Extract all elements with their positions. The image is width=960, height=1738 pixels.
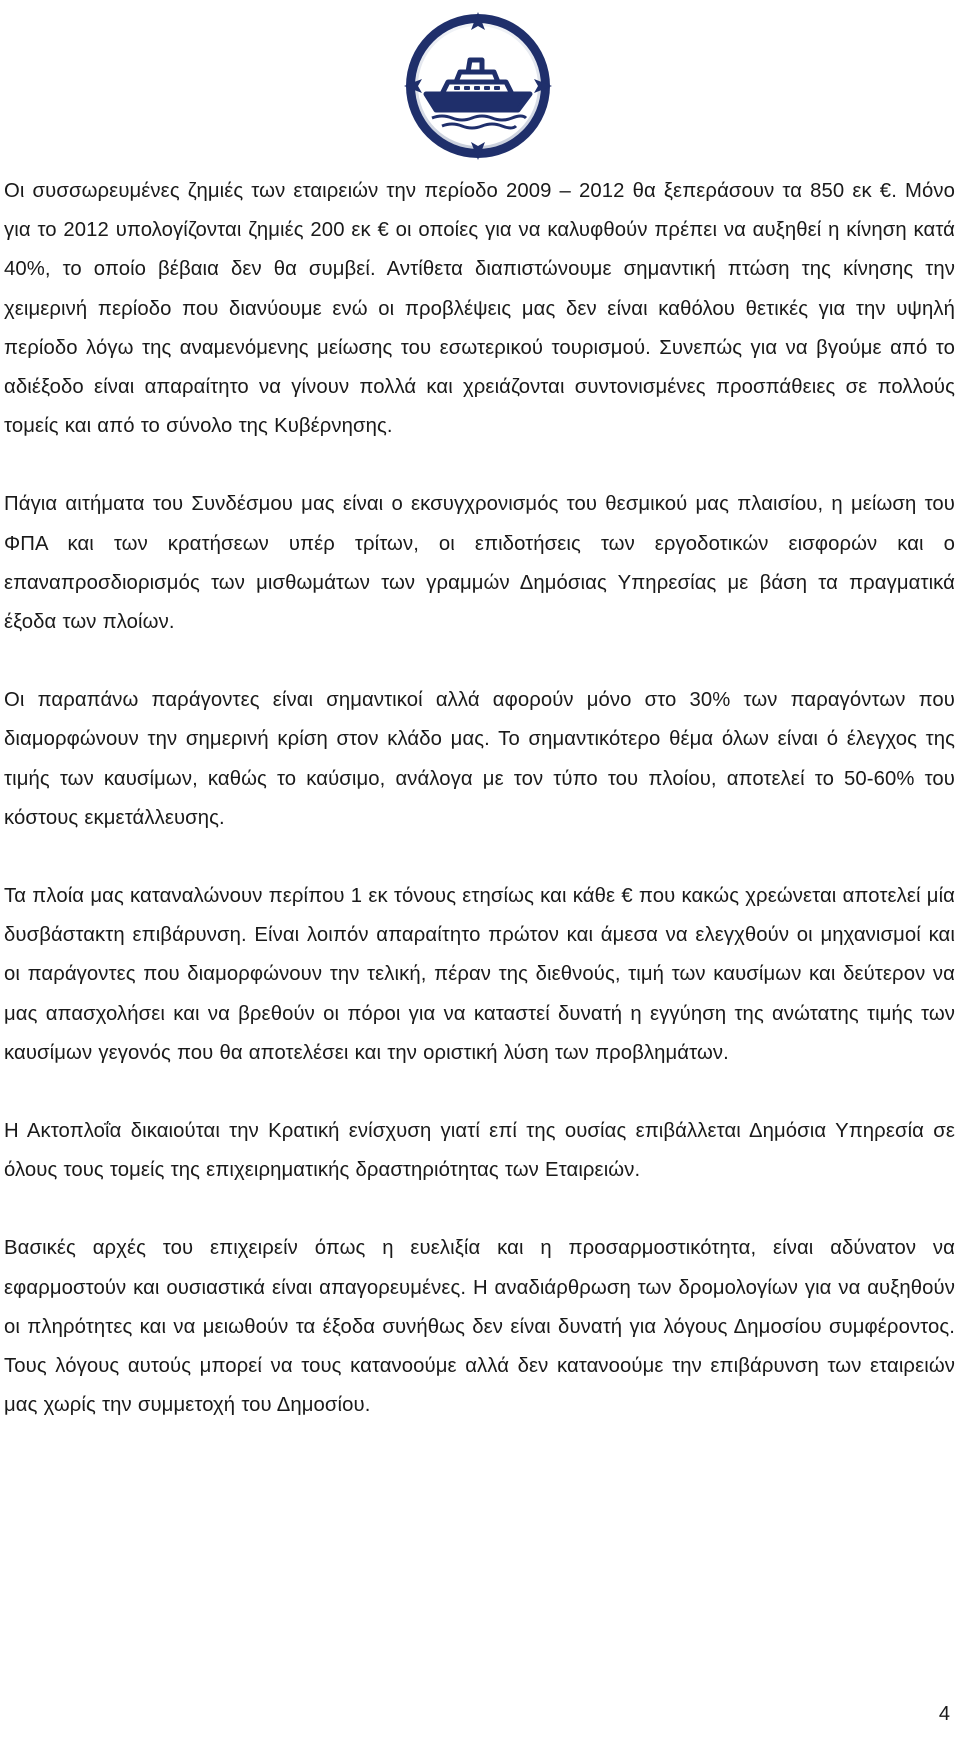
document-body: [4, 172, 955, 1425]
paragraph-4: Τα πλοία μας καταναλώνουν περίπου 1 εκ τόνους ετησίως και κάθε € που κακώς χρεώνεται αποτελεί μία δυσβάστακτη επιβάρυνση. Είναι λοιπόν απαραίτητο πρώτον και άμεσα να ελεγχθούν οι μηχανισμοί και οι παράγοντες που διαμορφώνουν την τελική, πέραν της διεθνούς, τιμή των καυσίμων και δεύτερον να μας απασχολήσει και να βρεθούν οι πόροι για να καταστεί δυνατή η εγγύηση της ανώτατης τιμής των καυσίμων γεγονός που θα αποτελέσει και την οριστική λύση των προβλημάτων.: [4, 885, 955, 1064]
paragraph-3: Οι παραπάνω παράγοντες είναι σημαντικοί αλλά αφορούν μόνο στο 30% των παραγόντων που διαμορφώνουν την σημερινή κρίση στον κλάδο μας. Το σημαντικότερο θέμα όλων είναι ό έλεγχος της τιμής των καυσίμων, καθώς το καύσιμο, ανάλογα με τον τύπο του πλοίου, αποτελεί το 50-60% του κόστους εκμετάλλευσης.: [4, 689, 955, 829]
paragraph-2: Πάγια αιτήματα του Συνδέσμου μας είναι ο εκσυγχρονισμός του θεσμικού μας πλαισίου, η μείωση του ΦΠΑ και των κρατήσεων υπέρ τρίτων, οι επιδοτήσεις των εργοδοτικών εισφορών και ο επαναπροσδιορισμός των μισθωμάτων των γραμμών Δημόσιας Υπηρεσίας με βάση τα πραγματικά έξοδα των πλοίων.: [4, 493, 955, 634]
paragraph-6: Βασικές αρχές του επιχειρείν όπως η ευελιξία και η προσαρμοστικότητα, είναι αδύνατον να εφαρμοστούν και ουσιαστικά είναι απαγορευμένες. Η αναδιάρθρωση των δρομολογίων για να αυξηθούν οι πληρότητες και να μειωθούν τα έξοδα συνήθως δεν είναι δυνατή για λόγους Δημοσίου συμφέροντος. Τους λόγους αυτούς μπορεί να τους κατανοούμε αλλά δεν κατανοούμε την επιβάρυνση των εταιρειών μας χωρίς την συμμετοχή του Δημοσίου.: [4, 1237, 955, 1417]
page-number: 4: [938, 1703, 950, 1725]
paragraph-1: Οι συσσωρευμένες ζημιές των εταιρειών την περίοδο 2009 – 2012 θα ξεπεράσουν τα 850 εκ €. Μόνο για το 2012 υπολογίζονται ζημιές 200 εκ € οι οποίες για να καλυφθούν πρέπει να αυξηθεί η κίνηση κατά 40%, το οποίο βέβαια δεν θα συμβεί. Αντίθετα διαπιστώνουμε σημαντική πτώση της κίνησης την χειμερινή περίοδο που διανύουμε ενώ οι προβλέψεις μας δεν είναι καθόλου θετικές για την υψηλή περίοδο λόγω της αναμενόμενης μείωσης του εσωτερικού τουρισμού. Συνεπώς για να βγούμε από το αδιέξοδο είναι απαραίτητο να γίνουν πολλά και χρειάζονται συντονισμένες προσπάθειες σε πολλούς τομείς και από το σύνολο της Κυβέρνησης.: [4, 180, 955, 438]
ship-compass-logo-icon: [402, 10, 554, 162]
paragraph-5: Η Ακτοπλοΐα δικαιούται την Κρατική ενίσχυση γιατί επί της ουσίας επιβάλλεται Δημόσια Υπηρεσία σε όλους τους τομείς της επιχειρηματικής δραστηριότητας των Εταιρειών.: [4, 1120, 955, 1182]
